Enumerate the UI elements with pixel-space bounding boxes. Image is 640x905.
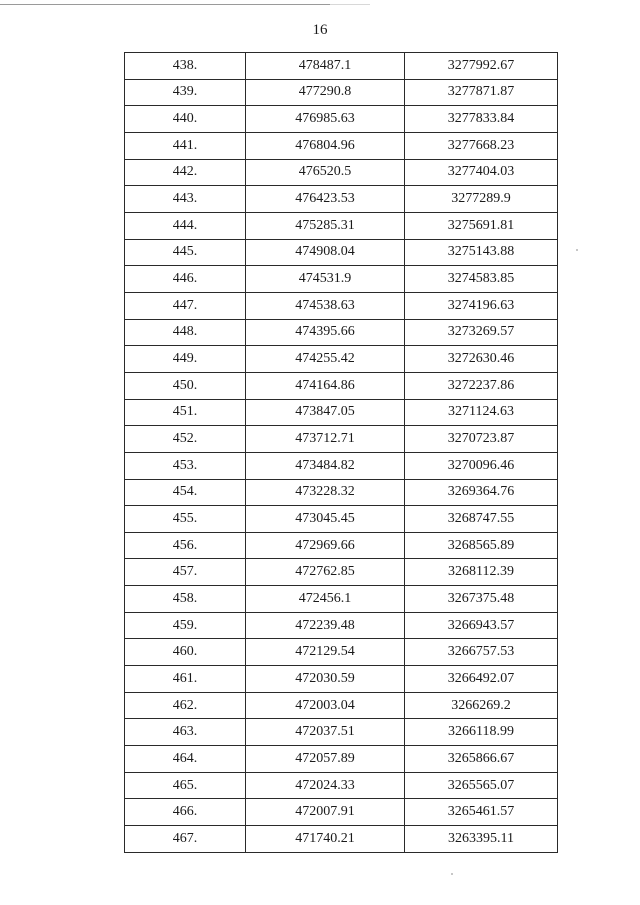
point-number-cell: 438. [125, 53, 246, 80]
y-coordinate-cell: 3268747.55 [405, 506, 558, 533]
x-coordinate-cell: 472239.48 [246, 612, 405, 639]
x-coordinate-cell: 473484.82 [246, 452, 405, 479]
x-coordinate-cell: 472007.91 [246, 799, 405, 826]
scan-speck [451, 873, 453, 875]
point-number-cell: 448. [125, 319, 246, 346]
y-coordinate-cell: 3272630.46 [405, 346, 558, 373]
x-coordinate-cell: 473847.05 [246, 399, 405, 426]
y-coordinate-cell: 3270096.46 [405, 452, 558, 479]
y-coordinate-cell: 3274583.85 [405, 266, 558, 293]
y-coordinate-cell: 3266118.99 [405, 719, 558, 746]
x-coordinate-cell: 473712.71 [246, 426, 405, 453]
table-row [125, 106, 558, 133]
x-coordinate-cell: 478487.1 [246, 53, 405, 80]
table-row [125, 372, 558, 399]
table-row [125, 746, 558, 773]
x-coordinate-cell: 474164.86 [246, 372, 405, 399]
x-coordinate-cell: 472030.59 [246, 666, 405, 693]
y-coordinate-cell: 3277668.23 [405, 132, 558, 159]
y-coordinate-cell: 3263395.11 [405, 826, 558, 853]
table-row [125, 586, 558, 613]
x-coordinate-cell: 475285.31 [246, 212, 405, 239]
point-number-cell: 457. [125, 559, 246, 586]
x-coordinate-cell: 473045.45 [246, 506, 405, 533]
y-coordinate-cell: 3268112.39 [405, 559, 558, 586]
table-row [125, 639, 558, 666]
table-row [125, 426, 558, 453]
coordinates-table-body [125, 53, 558, 853]
point-number-cell: 447. [125, 292, 246, 319]
table-row [125, 79, 558, 106]
y-coordinate-cell: 3271124.63 [405, 399, 558, 426]
point-number-cell: 440. [125, 106, 246, 133]
y-coordinate-cell: 3275691.81 [405, 212, 558, 239]
table-row [125, 159, 558, 186]
table-row [125, 212, 558, 239]
point-number-cell: 439. [125, 79, 246, 106]
table-row [125, 399, 558, 426]
x-coordinate-cell: 472129.54 [246, 639, 405, 666]
y-coordinate-cell: 3270723.87 [405, 426, 558, 453]
point-number-cell: 453. [125, 452, 246, 479]
table-row [125, 479, 558, 506]
table-row [125, 719, 558, 746]
x-coordinate-cell: 474538.63 [246, 292, 405, 319]
x-coordinate-cell: 474908.04 [246, 239, 405, 266]
x-coordinate-cell: 472057.89 [246, 746, 405, 773]
table-row [125, 132, 558, 159]
point-number-cell: 441. [125, 132, 246, 159]
point-number-cell: 467. [125, 826, 246, 853]
y-coordinate-cell: 3277289.9 [405, 186, 558, 213]
point-number-cell: 444. [125, 212, 246, 239]
y-coordinate-cell: 3277404.03 [405, 159, 558, 186]
y-coordinate-cell: 3266269.2 [405, 692, 558, 719]
point-number-cell: 459. [125, 612, 246, 639]
x-coordinate-cell: 476985.63 [246, 106, 405, 133]
page-number: 16 [312, 22, 328, 38]
point-number-cell: 443. [125, 186, 246, 213]
y-coordinate-cell: 3273269.57 [405, 319, 558, 346]
point-number-cell: 446. [125, 266, 246, 293]
point-number-cell: 449. [125, 346, 246, 373]
point-number-cell: 458. [125, 586, 246, 613]
y-coordinate-cell: 3266757.53 [405, 639, 558, 666]
table-row [125, 239, 558, 266]
point-number-cell: 466. [125, 799, 246, 826]
x-coordinate-cell: 476520.5 [246, 159, 405, 186]
table-row [125, 666, 558, 693]
y-coordinate-cell: 3265565.07 [405, 772, 558, 799]
y-coordinate-cell: 3275143.88 [405, 239, 558, 266]
scan-top-rule-faint [330, 4, 370, 5]
x-coordinate-cell: 472003.04 [246, 692, 405, 719]
table-row [125, 319, 558, 346]
table-row [125, 826, 558, 853]
table-row [125, 292, 558, 319]
point-number-cell: 451. [125, 399, 246, 426]
x-coordinate-cell: 472762.85 [246, 559, 405, 586]
x-coordinate-cell: 476423.53 [246, 186, 405, 213]
x-coordinate-cell: 474531.9 [246, 266, 405, 293]
table-row [125, 186, 558, 213]
point-number-cell: 454. [125, 479, 246, 506]
coordinates-table [124, 52, 558, 853]
table-row [125, 612, 558, 639]
x-coordinate-cell: 474255.42 [246, 346, 405, 373]
point-number-cell: 456. [125, 532, 246, 559]
point-number-cell: 450. [125, 372, 246, 399]
x-coordinate-cell: 472969.66 [246, 532, 405, 559]
table-row [125, 692, 558, 719]
scan-speck [576, 249, 578, 251]
y-coordinate-cell: 3269364.76 [405, 479, 558, 506]
scan-top-rule [0, 4, 330, 5]
point-number-cell: 463. [125, 719, 246, 746]
y-coordinate-cell: 3277871.87 [405, 79, 558, 106]
table-row [125, 452, 558, 479]
table-row [125, 799, 558, 826]
table-row [125, 772, 558, 799]
y-coordinate-cell: 3266943.57 [405, 612, 558, 639]
point-number-cell: 442. [125, 159, 246, 186]
y-coordinate-cell: 3266492.07 [405, 666, 558, 693]
point-number-cell: 452. [125, 426, 246, 453]
x-coordinate-cell: 477290.8 [246, 79, 405, 106]
table-row [125, 266, 558, 293]
x-coordinate-cell: 473228.32 [246, 479, 405, 506]
y-coordinate-cell: 3274196.63 [405, 292, 558, 319]
x-coordinate-cell: 472024.33 [246, 772, 405, 799]
table-row [125, 506, 558, 533]
point-number-cell: 445. [125, 239, 246, 266]
x-coordinate-cell: 471740.21 [246, 826, 405, 853]
y-coordinate-cell: 3268565.89 [405, 532, 558, 559]
table-row [125, 346, 558, 373]
point-number-cell: 462. [125, 692, 246, 719]
point-number-cell: 465. [125, 772, 246, 799]
x-coordinate-cell: 472037.51 [246, 719, 405, 746]
point-number-cell: 461. [125, 666, 246, 693]
table-row [125, 532, 558, 559]
y-coordinate-cell: 3272237.86 [405, 372, 558, 399]
y-coordinate-cell: 3265866.67 [405, 746, 558, 773]
y-coordinate-cell: 3265461.57 [405, 799, 558, 826]
x-coordinate-cell: 472456.1 [246, 586, 405, 613]
table-row [125, 559, 558, 586]
y-coordinate-cell: 3267375.48 [405, 586, 558, 613]
x-coordinate-cell: 476804.96 [246, 132, 405, 159]
point-number-cell: 455. [125, 506, 246, 533]
table-row [125, 53, 558, 80]
y-coordinate-cell: 3277992.67 [405, 53, 558, 80]
point-number-cell: 464. [125, 746, 246, 773]
x-coordinate-cell: 474395.66 [246, 319, 405, 346]
y-coordinate-cell: 3277833.84 [405, 106, 558, 133]
point-number-cell: 460. [125, 639, 246, 666]
